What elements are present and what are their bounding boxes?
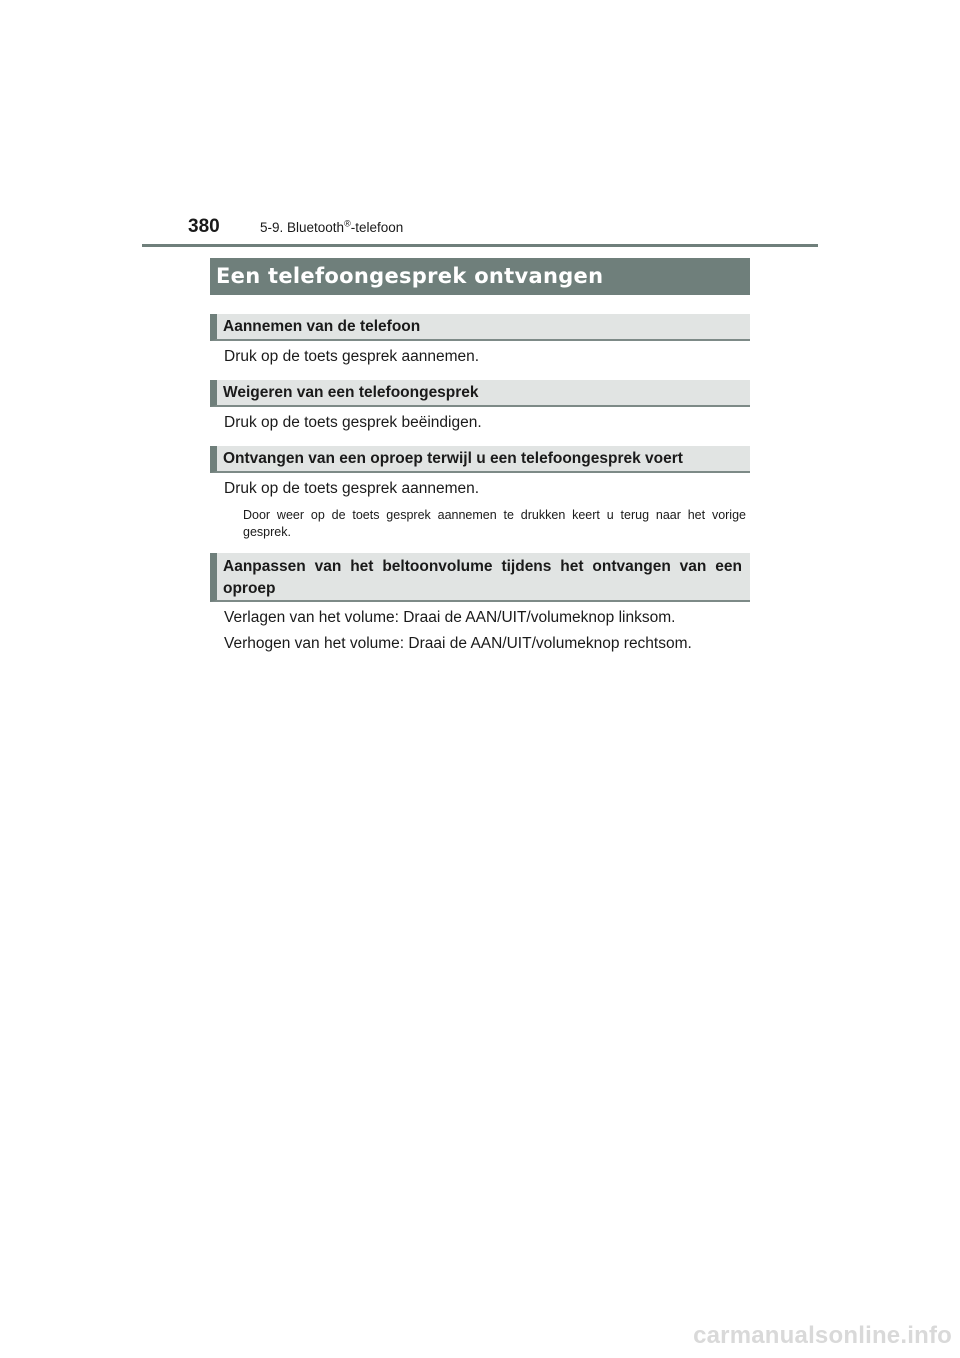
section-suffix: -telefoon [350,220,404,235]
page-number: 380 [188,216,220,237]
heading-answer-call: Aannemen van de telefoon [210,314,750,341]
call-waiting-text: Druk op de toets gesprek aannemen. [224,480,480,497]
section-reference [260,220,403,235]
section-prefix: 5-9. Bluetooth [260,220,345,235]
reject-call-text: Druk op de toets gesprek beëindigen. [224,414,482,431]
volume-decrease-text: Verlagen van het volume: Draai de AAN/UIT/volumeknop linksom. [224,609,676,626]
heading-reject-call: Weigeren van een telefoongesprek [210,380,750,407]
volume-increase-text: Verhogen van het volume: Draai de AAN/UIT/volumeknop rechtsom. [224,635,692,652]
heading-ringtone-volume: Aanpassen van het beltoonvolume tijdens het ontvangen van een oproep [210,553,750,602]
page-header [142,214,818,247]
answer-call-text: Druk op de toets gesprek aannemen. [224,348,480,365]
heading-call-waiting: Ontvangen van een oproep terwijl u een telefoongesprek voert [210,446,750,473]
registered-mark: ® [344,218,351,229]
call-waiting-note: Door weer op de toets gesprek aannemen te drukken keert u terug naar het vorige gesprek. [243,508,746,539]
watermark: carmanualsonline.info [693,1322,952,1349]
page-title: Een telefoongesprek ontvangen [210,258,750,295]
